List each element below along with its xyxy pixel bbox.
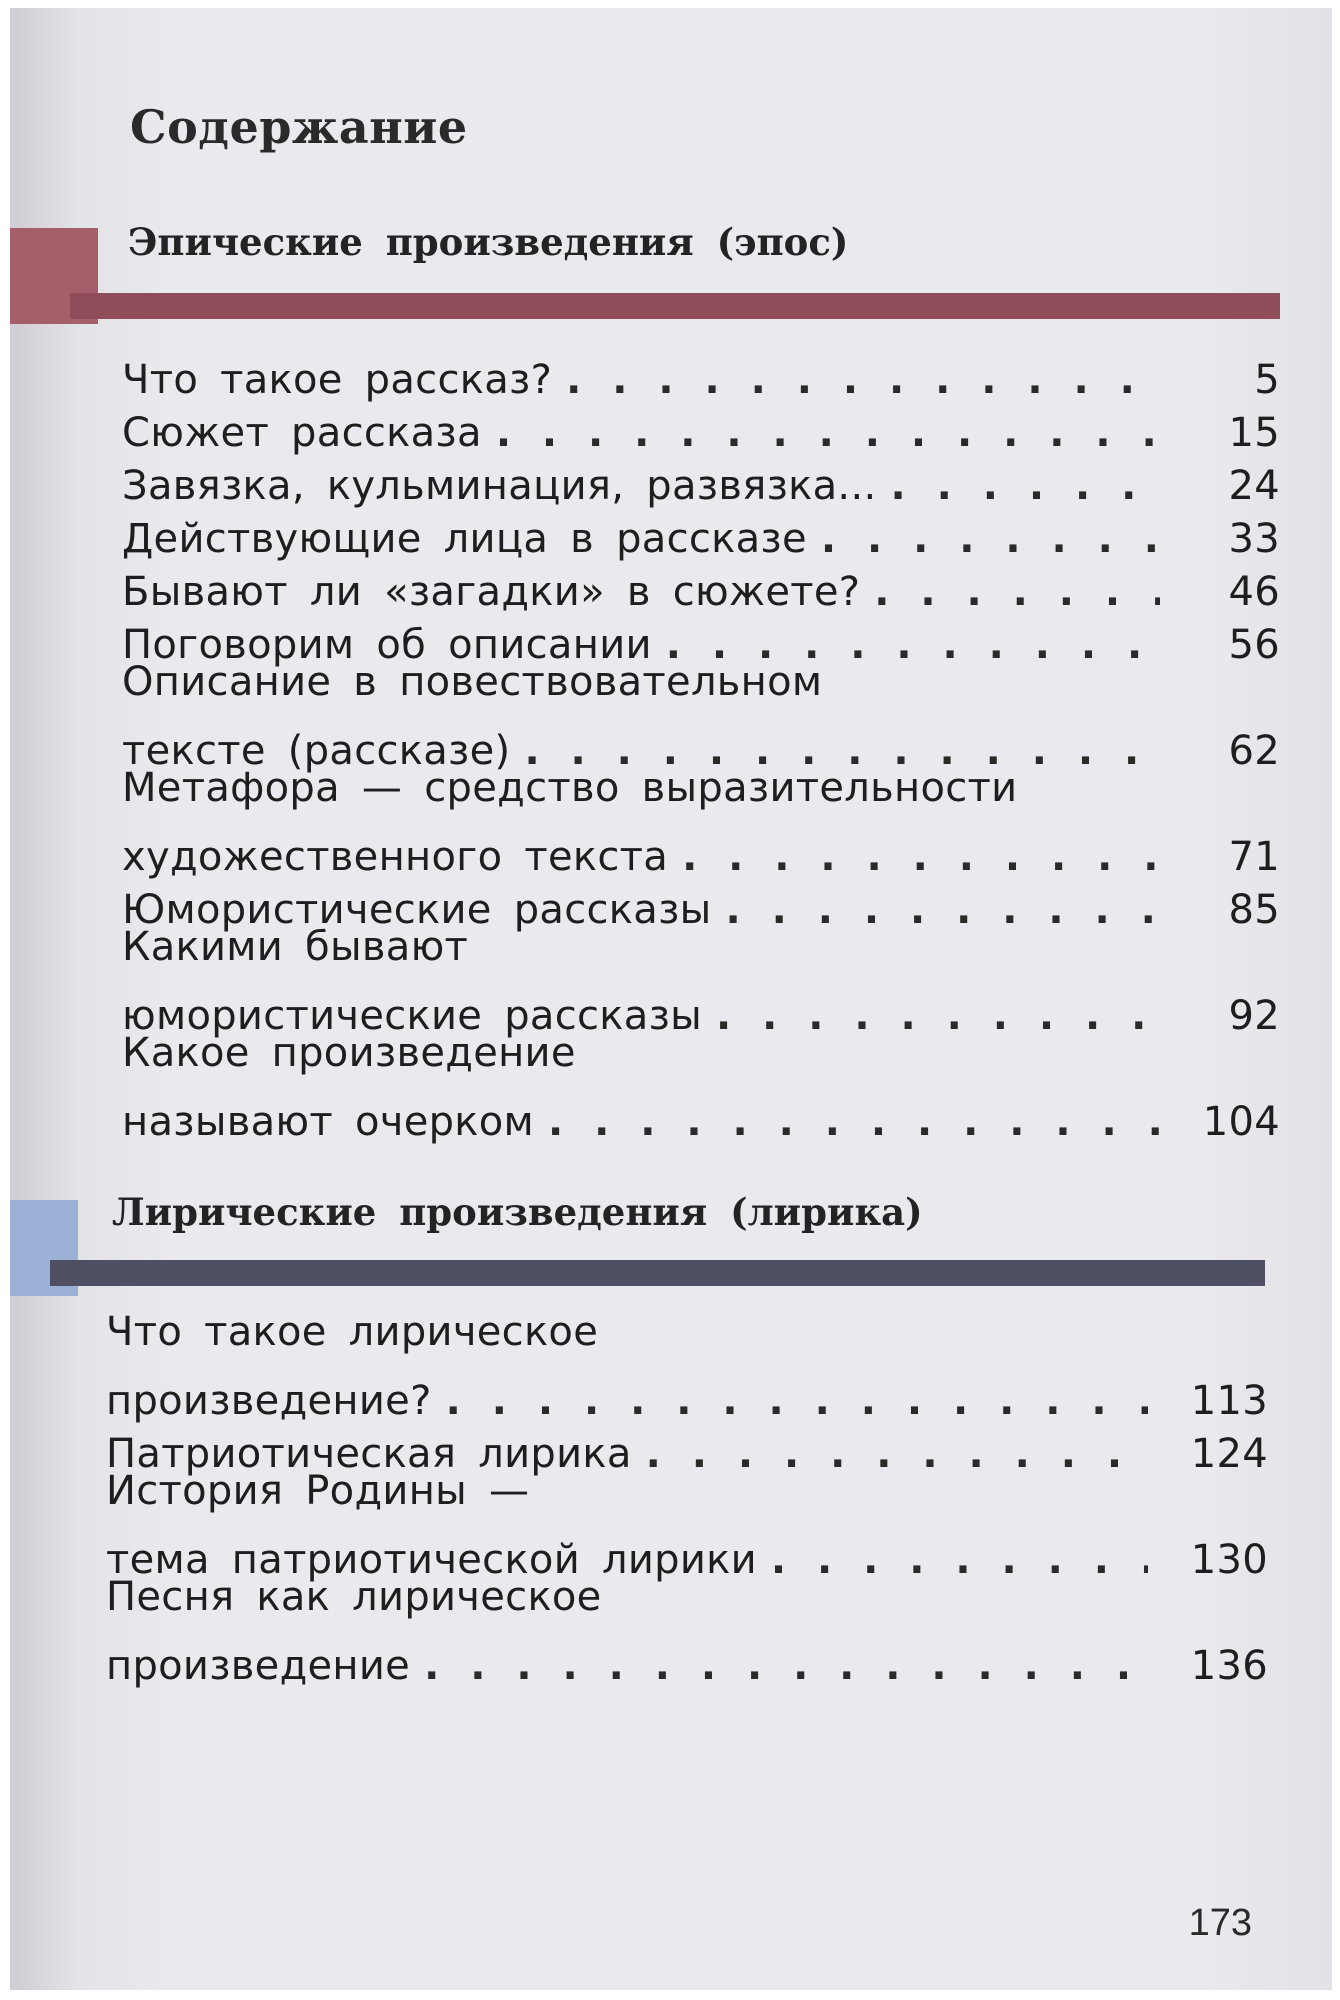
dot-leader: [552, 354, 1160, 407]
toc-entry-page: 46: [1228, 569, 1280, 615]
dot-leader: [757, 1534, 1148, 1587]
dot-leader: [668, 831, 1160, 884]
toc-entry-title-line: Действующие лица в рассказе: [122, 516, 807, 562]
toc-entry-title-line: Патриотическая лирика: [106, 1431, 632, 1477]
toc-entry-title-line: Сюжет рассказа: [122, 410, 482, 456]
toc-list-epic: [122, 338, 1280, 1145]
dot-leader: [712, 884, 1160, 937]
toc-entry-page: 56: [1228, 622, 1280, 668]
toc-entry-page: 130: [1190, 1537, 1268, 1583]
toc-entry-title-line: Поговорим об описании: [122, 622, 652, 668]
dot-leader: [860, 566, 1160, 619]
toc-entry-title-line: Песня как лирическое: [106, 1574, 602, 1620]
dot-leader: [534, 1096, 1160, 1149]
toc-entry-page: 92: [1228, 993, 1280, 1039]
dot-leader: [876, 460, 1160, 513]
toc-entry-title-line: называют очерком: [122, 1099, 535, 1145]
toc-entry-title-line: Какое произведение: [122, 1030, 576, 1076]
dot-leader: [632, 1428, 1148, 1481]
toc-entry-title-line: тема патриотической лирики: [106, 1537, 757, 1583]
dot-leader: [482, 407, 1160, 460]
toc-entry-title-line: Какими бывают: [122, 924, 469, 970]
toc-entry-page: 33: [1228, 516, 1280, 562]
toc-entry-title-line: Описание в повествовательном: [122, 659, 823, 705]
toc-entry-title-line: Что такое лирическое: [106, 1309, 599, 1355]
page-title: Содержание: [130, 100, 468, 154]
toc-entry-page: 136: [1190, 1643, 1268, 1689]
toc-entry-page: 71: [1228, 834, 1280, 880]
book-page: [10, 8, 1332, 1990]
toc-entry-title-line: Метафора — средство выразительности: [122, 765, 1018, 811]
section-bar-lyric: [50, 1260, 1265, 1286]
toc-entry-page: 15: [1228, 410, 1280, 456]
toc-entry-title-line: Что такое рассказ?: [122, 357, 553, 403]
toc-entry-title-line: Завязка, кульминация, развязка...: [122, 463, 877, 509]
toc-entry-page: 5: [1254, 357, 1280, 403]
toc-entry-title-line: Бывают ли «загадки» в сюжете?: [122, 569, 861, 615]
toc-entry-page: 85: [1228, 887, 1280, 933]
toc-entry-page: 104: [1202, 1099, 1280, 1145]
toc-entry-title-line: художественного текста: [122, 834, 669, 880]
page-number: 173: [1188, 1902, 1252, 1944]
toc-entry-page: 124: [1190, 1431, 1268, 1477]
toc-entry: [122, 338, 1280, 403]
dot-leader: [702, 990, 1160, 1043]
toc-entry: [106, 1306, 1268, 1424]
toc-entry-page: 113: [1190, 1378, 1268, 1424]
toc-entry-page: 62: [1228, 728, 1280, 774]
dot-leader: [807, 513, 1160, 566]
section-title-epic: Эпические произведения (эпос): [128, 220, 849, 264]
toc-list-lyric: [106, 1306, 1268, 1689]
toc-entry-title-line: юмористические рассказы: [122, 993, 703, 1039]
section-bar-epic: [70, 293, 1280, 319]
toc-entry-title-line: История Родины —: [106, 1468, 530, 1514]
toc-entry-title-line: произведение: [106, 1643, 411, 1689]
toc-entry-title-line: произведение?: [106, 1378, 432, 1424]
dot-leader: [432, 1375, 1148, 1428]
section-title-lyric: Лирические произведения (лирика): [112, 1190, 923, 1234]
toc-entry-title-line: тексте (рассказе): [122, 728, 511, 774]
toc-entry-title-line: Юмористические рассказы: [122, 887, 712, 933]
dot-leader: [410, 1640, 1148, 1693]
toc-entry-page: 24: [1228, 463, 1280, 509]
